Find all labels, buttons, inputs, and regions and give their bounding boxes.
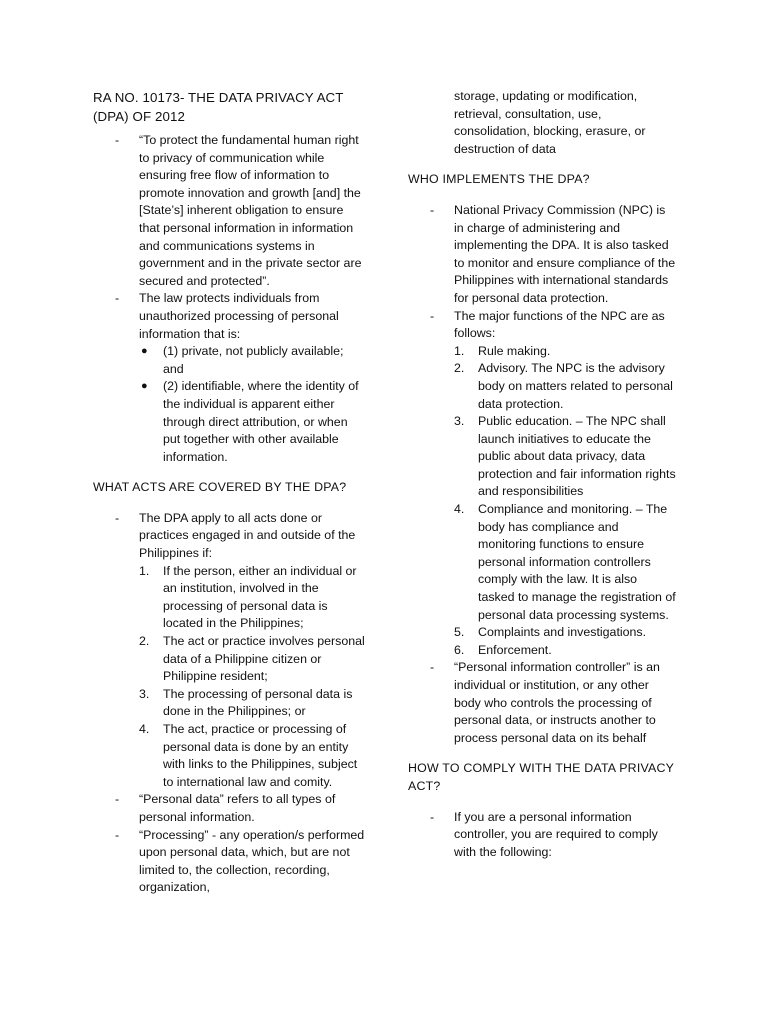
functions-lead-text: The major functions of the NPC are as follows: <box>454 308 665 341</box>
acts-numbered-list <box>93 563 365 792</box>
list-number: 2. <box>139 634 150 649</box>
list-text: If the person, either an individual or an institution, involved in the processing of personal data is located in the Philippines; <box>163 563 357 631</box>
list-number: 3. <box>139 686 150 701</box>
controller-item <box>408 659 676 747</box>
list-item <box>454 501 676 624</box>
section-heading-acts: WHAT ACTS ARE COVERED BY THE DPA? <box>93 480 347 495</box>
dash-marker: - <box>115 792 120 807</box>
dash-marker: - <box>115 291 120 306</box>
list-item <box>454 413 676 501</box>
intro-quote-item <box>93 132 365 290</box>
dash-marker: - <box>115 510 120 525</box>
dash-marker: - <box>430 308 435 323</box>
list-item <box>139 721 365 791</box>
bullet-list <box>93 343 365 466</box>
law-protects-item <box>93 290 365 343</box>
npc-item <box>408 202 676 308</box>
list-item <box>139 686 365 721</box>
section-heading-comply: HOW TO COMPLY WITH THE DATA PRIVACY ACT? <box>408 761 674 793</box>
personal-data-item <box>93 791 365 826</box>
list-item <box>454 642 676 660</box>
bullet-text: (2) identifiable, where the identity of the individual is apparent either through direct attribution, or when put together with other available information. <box>163 379 359 464</box>
list-text: Rule making. <box>478 343 551 358</box>
list-number: 3. <box>454 414 465 429</box>
functions-lead-item <box>408 308 676 343</box>
law-protects-text: The law protects individuals from unauthorized processing of personal information that is: <box>139 291 339 341</box>
list-text: The act, practice or processing of personal data is done by an entity with links to the Philippines, subject to international law and comity. <box>163 722 358 789</box>
list-item <box>139 563 365 633</box>
list-text: Enforcement. <box>478 642 552 657</box>
bullet-item <box>139 378 365 466</box>
list-number: 1. <box>139 563 150 578</box>
list-number: 5. <box>454 625 465 640</box>
list-text: The act or practice involves personal data of a Philippine citizen or Philippine resident; <box>163 634 365 684</box>
document-title: RA NO. 10173- THE DATA PRIVACY ACT (DPA) OF 2012 <box>93 90 344 124</box>
dash-marker: - <box>115 827 120 842</box>
list-number: 4. <box>139 722 150 736</box>
left-column <box>93 0 365 897</box>
right-column <box>408 88 676 861</box>
bullet-dot: ● <box>141 380 148 393</box>
dash-marker: - <box>115 133 120 147</box>
list-text: Complaints and investigations. <box>478 625 647 640</box>
bullet-text: (1) private, not publicly available; and <box>163 344 344 376</box>
bullet-item <box>139 343 365 378</box>
comply-item <box>408 809 676 862</box>
section-heading-who: WHO IMPLEMENTS THE DPA? <box>408 172 590 187</box>
list-number: 4. <box>454 502 465 517</box>
list-text: Public education. – The NPC shall launch initiatives to educate the public about data privacy, data protection and fair information rights and responsibilities <box>478 414 676 499</box>
processing-item <box>93 827 365 897</box>
dash-marker: - <box>430 809 435 824</box>
list-number: 2. <box>454 361 465 376</box>
dash-marker: - <box>430 660 435 675</box>
bullet-dot: ● <box>141 345 148 358</box>
dash-marker: - <box>430 202 435 217</box>
npc-text: National Privacy Commission (NPC) is in charge of administering and implementing the DPA. It is also tasked to monitor and ensure compliance of the Philippines with international standards for personal data protection. <box>454 202 676 305</box>
list-item <box>454 343 676 361</box>
list-text: Advisory. The NPC is the advisory body on matters related to personal data protection. <box>478 361 673 411</box>
list-number: 6. <box>454 642 465 657</box>
personal-data-text: “Personal data” refers to all types of personal information. <box>139 792 336 824</box>
acts-lead-text: The DPA apply to all acts done or practices engaged in and outside of the Philippines if: <box>139 510 356 561</box>
controller-text: “Personal information controller” is an individual or institution, or any other body who controls the processing of personal data, or instructs another to process personal data on its behalf <box>454 660 660 745</box>
list-text: Compliance and monitoring. – The body has compliance and monitoring functions to ensure personal information controllers comply with the law. It is also tasked to manage the registration of personal data processing systems. <box>478 502 676 622</box>
list-item <box>454 360 676 413</box>
processing-text: “Processing” - any operation/s performed upon personal data, which, but are not limited to, the collection, recording, organization, <box>139 827 365 895</box>
intro-quote-text: “To protect the fundamental human right to privacy of communication while ensuring free flow of information to promote innovation and growth [and] the [State’s] inherent obligation to ensure that personal information in information and communications systems in government and in the private sector are secured and protected”. <box>139 133 362 288</box>
functions-numbered-list <box>408 343 676 660</box>
list-item <box>454 624 676 642</box>
processing-continuation: storage, updating or modification, retrieval, consultation, use, consolidation, blocking, erasure, or destruction of data <box>454 89 646 156</box>
list-number: 1. <box>454 343 465 358</box>
list-item <box>139 633 365 686</box>
comply-text: If you are a personal information controller, you are required to comply with the following: <box>454 809 658 859</box>
list-text: The processing of personal data is done in the Philippines; or <box>163 686 353 719</box>
acts-lead-item <box>93 510 365 563</box>
